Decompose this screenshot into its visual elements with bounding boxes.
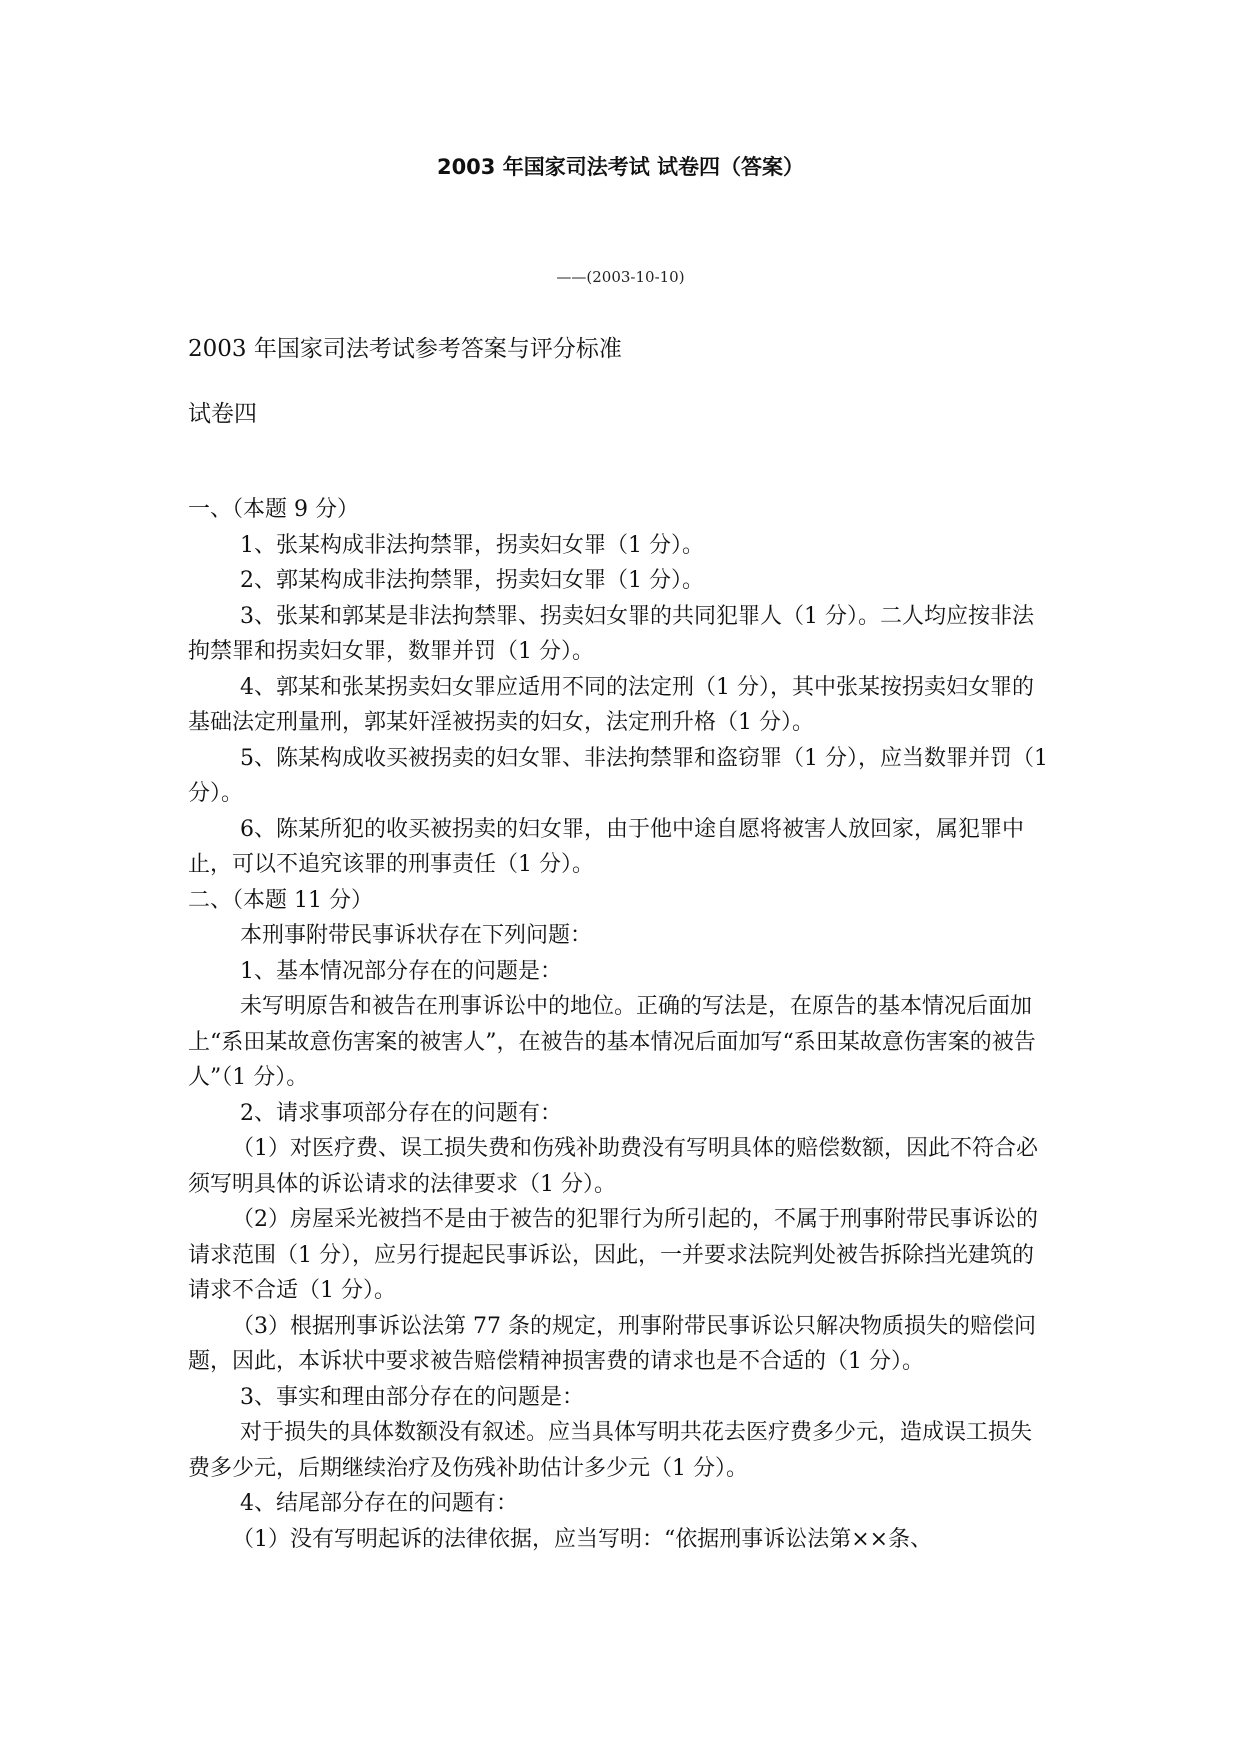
- paragraph: 2、郭某构成非法拘禁罪，拐卖妇女罪（1 分）。: [240, 568, 704, 593]
- paper-label: 试卷四: [188, 401, 257, 427]
- section-heading: 一、（本题 9 分）: [188, 497, 359, 522]
- document-title: 2003 年国家司法考试 试卷四（答案）: [436, 155, 805, 179]
- paragraph: 6、陈某所犯的收买被拐卖的妇女罪，由于他中途自愿将被害人放回家，属犯罪中止，可以不追究该罪的刑事责任（1 分）。: [188, 816, 1024, 877]
- paragraph: 3、事实和理由部分存在的问题是：: [240, 1384, 584, 1410]
- paragraph: 1、张某构成非法拘禁罪，拐卖妇女罪（1 分）。: [240, 532, 704, 558]
- document-subtitle: 2003 年国家司法考试参考答案与评分标准: [188, 336, 622, 362]
- document-date: ——(2003-10-10): [556, 268, 685, 286]
- paragraph: 4、郭某和张某拐卖妇女罪应适用不同的法定刑（1 分），其中张某按拐卖妇女罪的基础法定刑量刑，郭某奸淫被拐卖的妇女，法定刑升格（1 分）。: [188, 674, 1034, 735]
- paragraph: 2、请求事项部分存在的问题有：: [240, 1100, 562, 1126]
- paragraph: （1）没有写明起诉的法律依据，应当写明：“依据刑事诉讼法第××条、: [232, 1526, 933, 1552]
- paragraph: 对于损失的具体数额没有叙述。应当具体写明共花去医疗费多少元，造成误工损失费多少元，后期继续治疗及伤残补助估计多少元（1 分）。: [188, 1420, 1033, 1481]
- paragraph: 5、陈某构成收买被拐卖的妇女罪、非法拘禁罪和盗窃罪（1 分），应当数罪并罚（1 分）。: [188, 745, 1048, 806]
- paragraph: 4、结尾部分存在的问题有：: [240, 1491, 518, 1516]
- paragraph: （3）根据刑事诉讼法第 77 条的规定，刑事附带民事诉讼只解决物质损失的赔偿问题，因此，本诉状中要求被告赔偿精神损害费的请求也是不合适的（1 分）。: [188, 1313, 1036, 1374]
- paragraph: （2）房屋采光被挡不是由于被告的犯罪行为所引起的，不属于刑事附带民事诉讼的请求范围（1 分），应另行提起民事诉讼，因此，一并要求法院判处被告拆除挡光建筑的请求不合适（1 分）。: [188, 1207, 1038, 1303]
- paragraph: 未写明原告和被告在刑事诉讼中的地位。正确的写法是，在原告的基本情况后面加上“系田某故意伤害案的被害人”，在被告的基本情况后面加写“系田某故意伤害案的被告人”（1 分）。: [188, 994, 1036, 1090]
- paragraph: 本刑事附带民事诉状存在下列问题：: [240, 923, 593, 948]
- paragraph: （1）对医疗费、误工损失费和伤残补助费没有写明具体的赔偿数额，因此不符合必须写明具体的诉讼请求的法律要求（1 分）。: [188, 1136, 1038, 1197]
- document-body: [188, 492, 1048, 1557]
- paragraph: 3、张某和郭某是非法拘禁罪、拐卖妇女罪的共同犯罪人（1 分）。二人均应按非法拘禁罪和拐卖妇女罪，数罪并罚（1 分）。: [188, 603, 1034, 664]
- paragraph: 1、基本情况部分存在的问题是：: [240, 958, 562, 984]
- section-heading: 二、（本题 11 分）: [188, 887, 373, 913]
